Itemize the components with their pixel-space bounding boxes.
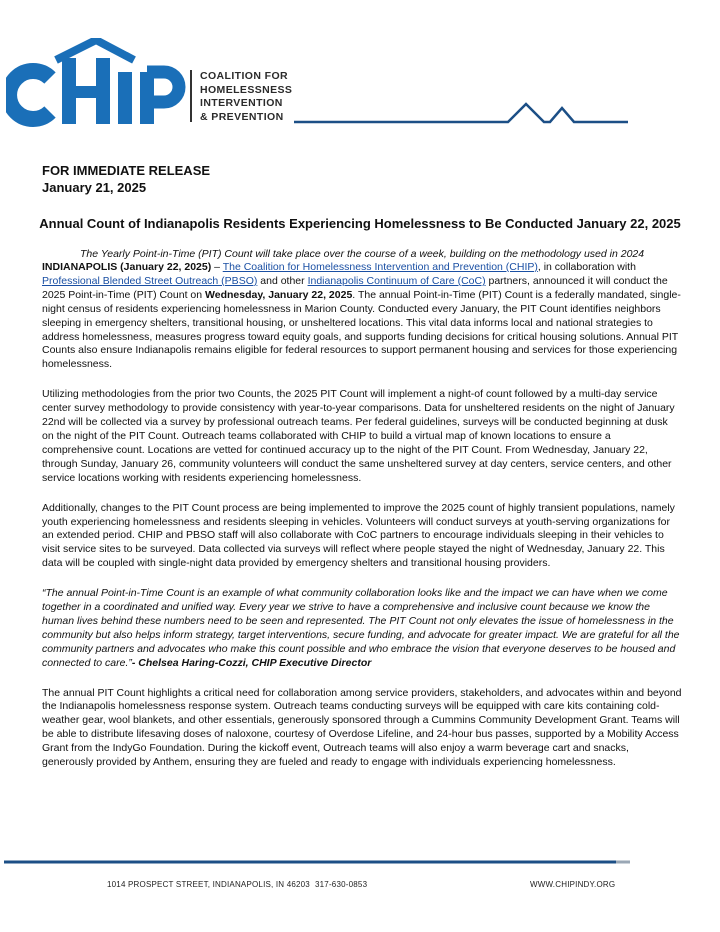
link-coc[interactable]: Indianapolis Continuum of Care (CoC): [307, 274, 486, 287]
paragraph-methodology: Utilizing methodologies from the prior two Counts, the 2025 PIT Count will implement a night-of count followed by a multi-day service center survey methodology to provide consistency with year-to-year comparisons. Data for unsheltered residents on the night of January 22nd will be collected via a survey by professional outreach teams. Per federal guidelines, surveys will be conducted beginning at dusk on the night of the PIT Count. Outreach teams collaborated with CHIP to build a virtual map of known locations to ensure a comprehensive count. Locations are vetted for continued accuracy up to the night of the PIT Count. From Wednesday, January 22, through Sunday, January 26, community volunteers will conduct the same unsheltered survey at day centers, service centers, and other service locations working with residents experiencing homelessness.: [42, 388, 675, 484]
footer-address: 1014 PROSPECT STREET, INDIANAPOLIS, IN 46203: [107, 880, 310, 889]
link-chip[interactable]: The Coalition for Homelessness Intervention and Prevention (CHIP): [222, 261, 538, 273]
release-date: January 21, 2025: [42, 180, 147, 195]
dateline: INDIANAPOLIS (January 22, 2025): [42, 261, 212, 273]
footer-phone: 317-630-0853: [315, 880, 368, 889]
subheadline: The Yearly Point-in-Time (PIT) Count will take place over the course of a week, building on the methodology used in 2024: [80, 248, 645, 260]
text: and other: [257, 274, 308, 287]
text: partners, announced it will conduct the 2025 Point-in-Time (PIT) Count on: [42, 274, 668, 301]
text: , in collaboration with: [537, 261, 636, 273]
footer-rule: [4, 858, 630, 866]
org-line: COALITION FOR: [200, 70, 289, 82]
text: –: [211, 261, 223, 273]
paragraph-intro: [42, 261, 682, 372]
letterhead: [0, 0, 720, 140]
footer-website[interactable]: WWW.CHIPINDY.ORG: [530, 880, 616, 889]
org-line: HOMELESSNESS: [200, 83, 293, 96]
org-name: [200, 70, 292, 124]
release-block: [42, 162, 210, 196]
text: . The annual Point-in-Time (PIT) Count is a federally mandated, single-night census of residents experiencing homelessness in Marion County. Conducted every January, the PIT Count identifies neighbors sleeping in emergency shelters, transitional housing, or unsheltered locations. This vital data informs local and national strategies to address homelessness, measures progress toward equity goals, and supports funding decisions for critical housing solutions. Annual PIT Counts also ensure Indianapolis remains eligible for federal resources to support permanent housing and services for those experiencing homelessness.: [42, 288, 681, 371]
count-date: Wednesday, January 22, 2025: [205, 288, 353, 301]
header-rule-with-roofline: [294, 100, 628, 126]
headline: Annual Count of Indianapolis Residents Experiencing Homelessness to Be Conducted January 22, 2025: [39, 216, 681, 231]
org-line: INTERVENTION: [200, 97, 283, 109]
org-line: & PREVENTION: [200, 110, 284, 123]
quote-text: “The annual Point-in-Time Count is an example of what community collaboration looks like and the impact we can have when we come together in a coordinated and unified way. Every year we strive to have a comprehensive and inclusive count because we know the human lives behind these numbers need to be seen and represented. The PIT Count not only elevates the issue of homelessness in the community but also helps inform strategy, target interventions, secure funding, and advocate for greater impact. We are grateful for all the community partners and advocates who make this count possible and who embrace the vision that everyone deserves to be housed and connected to care.”: [42, 587, 680, 669]
quote-attribution: - Chelsea Haring-Cozzi, CHIP Executive Director: [131, 656, 372, 669]
paragraph-collaboration: The annual PIT Count highlights a critical need for collaboration among service providers, stakeholders, and advocates within and beyond the Indianapolis homelessness response system. Outreach teams conducting surveys will be equipped with care kits containing cold-weather gear, wool blankets, and other essentials, generously sponsored through a Cummins Community Development Grant. Teams will be able to distribute lifesaving doses of naloxone, courtesy of Overdose Lifeline, and 24-hour bus passes, supported by a Mobility Access Grant from the IndyGo Foundation. During the kickoff event, Outreach teams will also enjoy a warm beverage cart and snacks, generously provided by Anthem, ensuring they are fueled and ready to engage with individuals experiencing homelessness.: [42, 686, 682, 769]
press-release-body: [42, 261, 682, 782]
release-label: FOR IMMEDIATE RELEASE: [42, 163, 211, 178]
logo-divider: [190, 70, 192, 122]
chip-logo: [6, 38, 186, 128]
paragraph-quote: [42, 587, 682, 670]
link-pbso[interactable]: Professional Blended Street Outreach (PBSO): [42, 274, 258, 287]
paragraph-changes: Additionally, changes to the PIT Count process are being implemented to improve the 2025 count of highly transient populations, namely youth experiencing homelessness and residents sleeping in vehicles. Volunteers will conduct surveys at youth-serving organizations for an extended period. CHIP and PBSO staff will also collaborate with CoC partners to encourage individuals sleeping in their vehicles to visit service sites to be surveyed. Data collected via surveys will reflect where people stayed the night of Wednesday, January 22. This data will be coupled with single-night data provided by emergency shelters and transitional housing providers.: [42, 501, 675, 570]
